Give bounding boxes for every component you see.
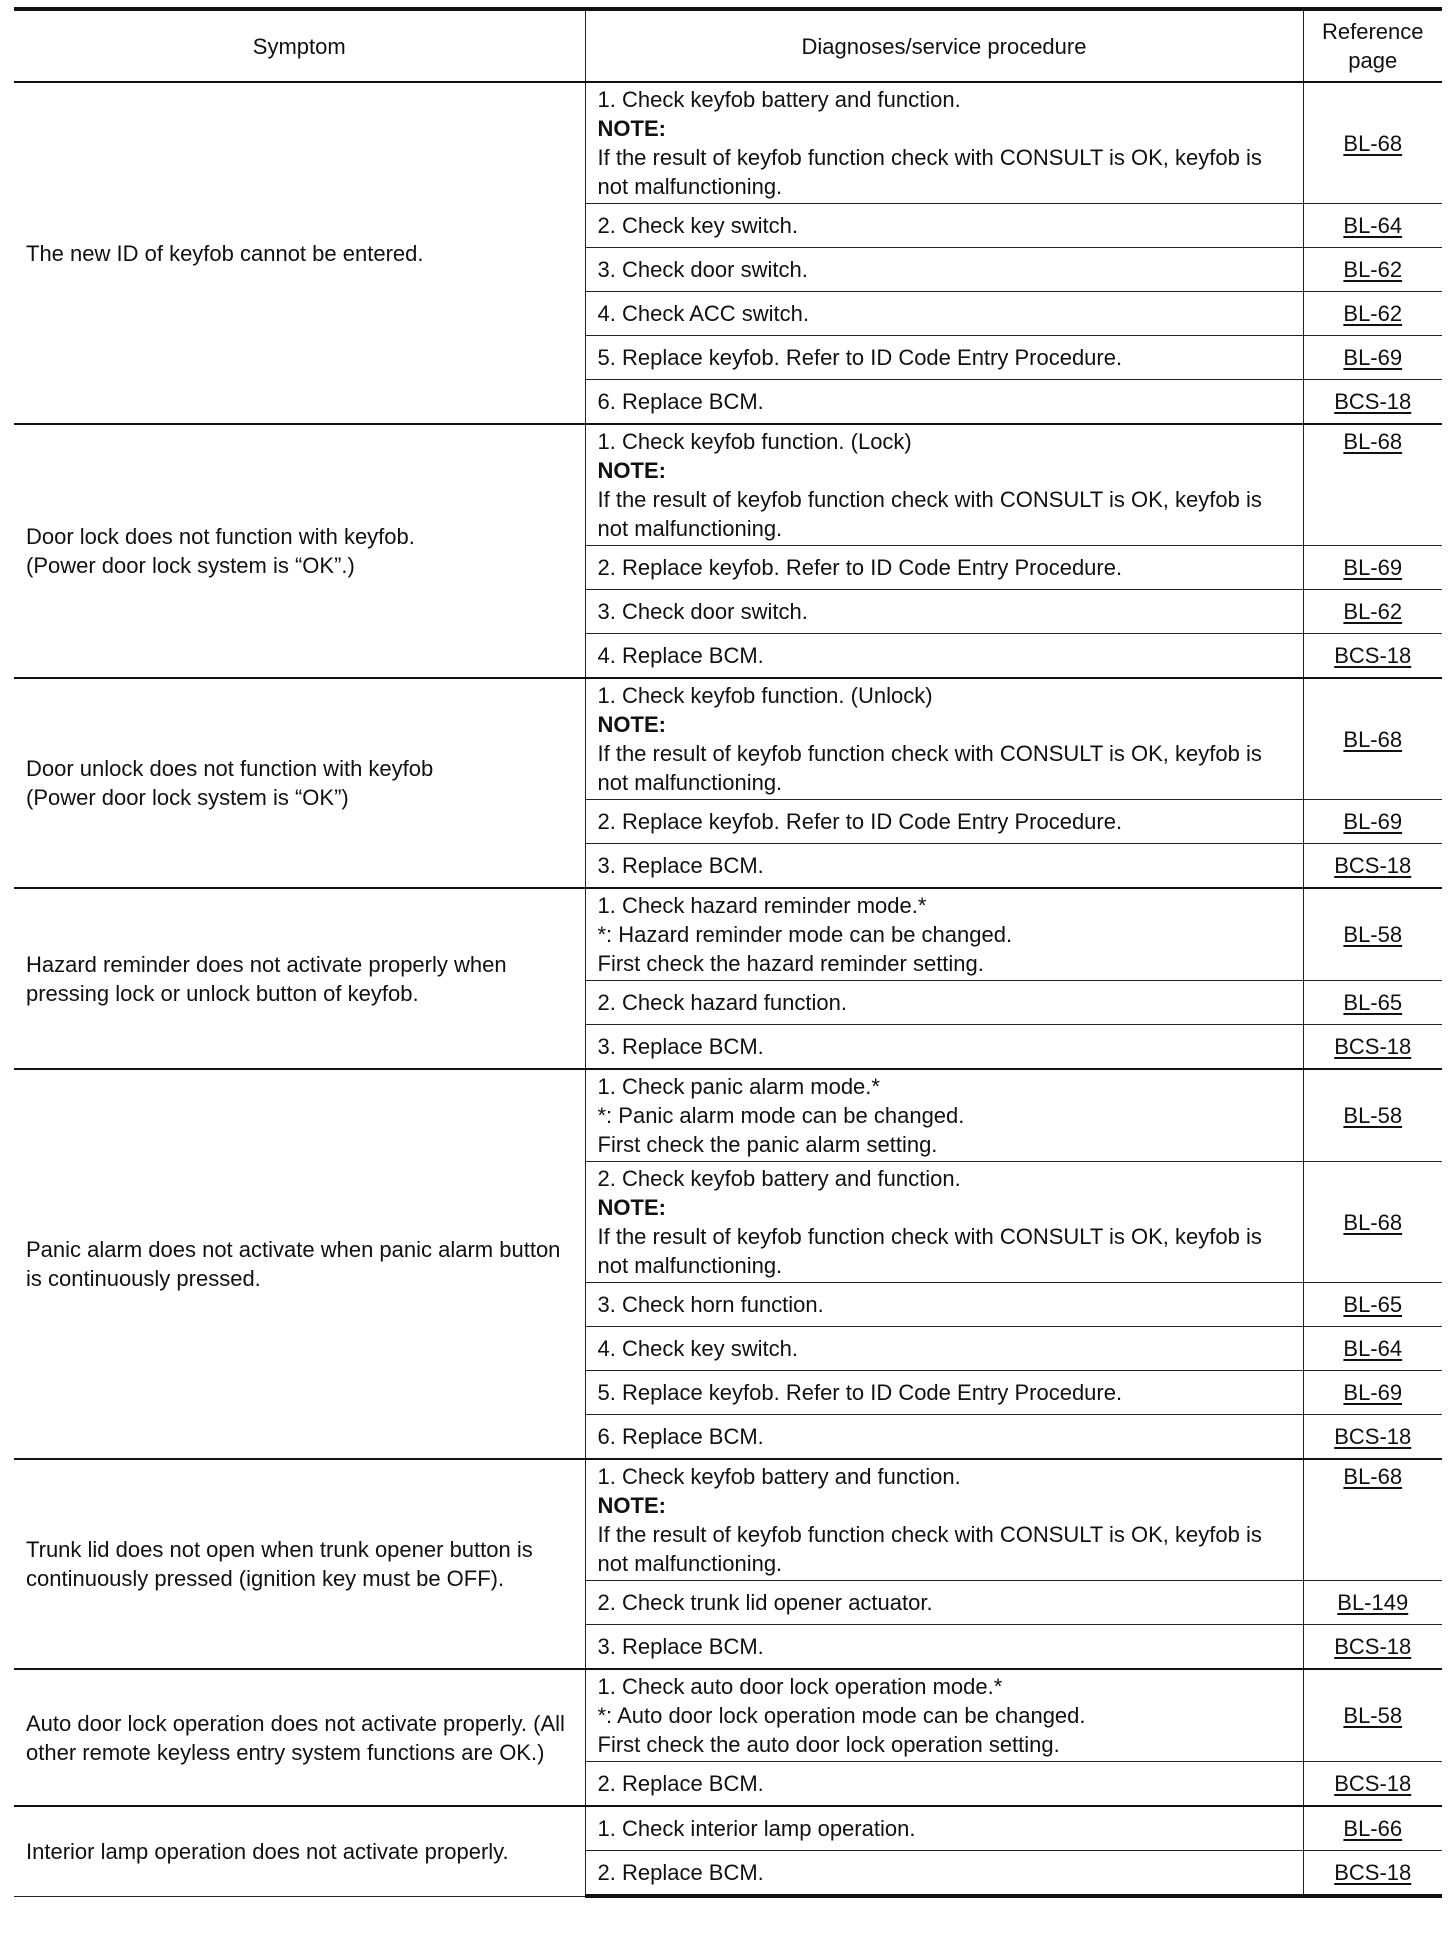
procedure-cell — [585, 248, 1303, 292]
procedure-detail: First check the panic alarm setting. — [597, 1132, 938, 1157]
symptom-text: Hazard reminder does not activate properly when pressing lock or unlock button of keyfob. — [26, 951, 507, 1006]
reference-link[interactable]: BL-62 — [1343, 257, 1403, 282]
header-reference-line1: Reference — [1321, 19, 1424, 44]
procedure-cell — [585, 1806, 1303, 1851]
symptom-text: Interior lamp operation does not activate properly. — [26, 1838, 509, 1864]
procedure-step: 1. Check hazard reminder mode.* — [597, 893, 927, 918]
reference-link[interactable]: BL-69 — [1343, 809, 1403, 834]
reference-link[interactable]: BCS-18 — [1334, 389, 1412, 414]
procedure-cell — [585, 1459, 1303, 1581]
symptom-text: Door unlock does not function with keyfob — [26, 756, 434, 781]
procedure-step: 2. Check trunk lid opener actuator. — [597, 1590, 933, 1615]
procedure-step: 1. Check panic alarm mode.* — [597, 1074, 880, 1099]
page — [14, 7, 1442, 1898]
reference-link[interactable]: BL-62 — [1343, 301, 1403, 326]
reference-cell — [1303, 292, 1442, 336]
reference-cell — [1303, 424, 1442, 546]
procedure-cell — [585, 546, 1303, 590]
procedure-step: 1. Check keyfob function. (Unlock) — [597, 683, 933, 708]
reference-link[interactable]: BCS-18 — [1334, 1634, 1412, 1659]
reference-link[interactable]: BL-66 — [1343, 1816, 1403, 1841]
note-label: NOTE: — [597, 712, 666, 737]
procedure-step: 3. Replace BCM. — [597, 1634, 764, 1659]
procedure-cell — [585, 844, 1303, 889]
procedure-cell — [585, 1371, 1303, 1415]
symptom-text: (Power door lock system is “OK”.) — [26, 553, 355, 578]
procedure-step: 2. Check hazard function. — [597, 990, 847, 1015]
note-label: NOTE: — [597, 116, 666, 141]
procedure-step: 3. Check door switch. — [597, 599, 808, 624]
procedure-cell — [585, 1625, 1303, 1670]
procedure-cell — [585, 634, 1303, 679]
reference-cell — [1303, 82, 1442, 204]
reference-link[interactable]: BCS-18 — [1334, 1034, 1412, 1059]
procedure-cell — [585, 590, 1303, 634]
procedure-step: 2. Check keyfob battery and function. — [597, 1166, 961, 1191]
procedure-cell — [585, 800, 1303, 844]
symptom-cell — [14, 1459, 585, 1669]
procedure-cell — [585, 1669, 1303, 1762]
procedure-step: 2. Replace keyfob. Refer to ID Code Entry Procedure. — [597, 809, 1123, 834]
reference-cell — [1303, 1851, 1442, 1897]
procedure-detail: *: Hazard reminder mode can be changed. — [597, 922, 1013, 947]
reference-link[interactable]: BCS-18 — [1334, 643, 1412, 668]
reference-link[interactable]: BL-65 — [1343, 990, 1403, 1015]
reference-cell — [1303, 1581, 1442, 1625]
procedure-detail: *: Panic alarm mode can be changed. — [597, 1103, 965, 1128]
reference-link[interactable]: BL-65 — [1343, 1292, 1403, 1317]
procedure-step: 6. Replace BCM. — [597, 1424, 764, 1449]
table-header-row — [14, 9, 1442, 82]
procedure-step: 1. Check keyfob battery and function. — [597, 1464, 961, 1489]
procedure-detail: First check the auto door lock operation setting. — [597, 1732, 1060, 1757]
reference-link[interactable]: BL-58 — [1343, 1703, 1403, 1728]
reference-cell — [1303, 1415, 1442, 1460]
procedure-cell — [585, 1415, 1303, 1460]
procedure-step: 1. Check interior lamp operation. — [597, 1816, 916, 1841]
reference-cell — [1303, 981, 1442, 1025]
table-row — [14, 1806, 1442, 1851]
reference-cell — [1303, 380, 1442, 425]
reference-cell — [1303, 1025, 1442, 1070]
reference-cell — [1303, 888, 1442, 981]
procedure-step: 4. Check key switch. — [597, 1336, 799, 1361]
reference-link[interactable]: BL-64 — [1343, 1336, 1403, 1361]
symptom-cell — [14, 424, 585, 678]
reference-link[interactable]: BL-68 — [1343, 1464, 1403, 1489]
symptom-cell — [14, 82, 585, 424]
procedure-cell — [585, 1581, 1303, 1625]
reference-cell — [1303, 634, 1442, 679]
symptom-cell — [14, 888, 585, 1069]
procedure-cell — [585, 1162, 1303, 1283]
procedure-step: 2. Replace keyfob. Refer to ID Code Entry Procedure. — [597, 555, 1123, 580]
reference-link[interactable]: BL-62 — [1343, 599, 1403, 624]
diagnosis-table — [14, 7, 1442, 1898]
reference-cell — [1303, 1162, 1442, 1283]
procedure-step: 1. Check keyfob function. (Lock) — [597, 429, 912, 454]
procedure-cell — [585, 678, 1303, 800]
procedure-step: 1. Check auto door lock operation mode.* — [597, 1674, 1003, 1699]
reference-cell — [1303, 1762, 1442, 1807]
reference-cell — [1303, 204, 1442, 248]
note-text: If the result of keyfob function check with CONSULT is OK, keyfob is not malfunctioning. — [597, 487, 1262, 541]
procedure-cell — [585, 292, 1303, 336]
table-row — [14, 424, 1442, 546]
procedure-cell — [585, 1851, 1303, 1897]
procedure-step: 3. Replace BCM. — [597, 853, 764, 878]
reference-link[interactable]: BCS-18 — [1334, 1771, 1412, 1796]
reference-link[interactable]: BCS-18 — [1334, 1424, 1412, 1449]
note-text: If the result of keyfob function check with CONSULT is OK, keyfob is not malfunctioning. — [597, 741, 1262, 795]
header-reference-line2: page — [1348, 48, 1398, 73]
symptom-text: Auto door lock operation does not activate properly. (All other remote keyless entry system functions are OK.) — [26, 1710, 565, 1765]
reference-cell — [1303, 800, 1442, 844]
reference-cell — [1303, 1625, 1442, 1670]
symptom-text: Door lock does not function with keyfob. — [26, 524, 415, 549]
procedure-detail: *: Auto door lock operation mode can be changed. — [597, 1703, 1086, 1728]
table-row — [14, 678, 1442, 800]
table-row — [14, 1459, 1442, 1581]
reference-link[interactable]: BL-58 — [1343, 1103, 1403, 1128]
note-text: If the result of keyfob function check with CONSULT is OK, keyfob is not malfunctioning. — [597, 1224, 1262, 1278]
procedure-cell — [585, 1283, 1303, 1327]
procedure-cell — [585, 888, 1303, 981]
procedure-cell — [585, 424, 1303, 546]
reference-cell — [1303, 1371, 1442, 1415]
header-reference — [1303, 9, 1442, 82]
procedure-step: 3. Check horn function. — [597, 1292, 824, 1317]
note-label: NOTE: — [597, 1493, 666, 1518]
symptom-cell — [14, 1669, 585, 1806]
table-row — [14, 82, 1442, 204]
procedure-step: 3. Check door switch. — [597, 257, 808, 282]
procedure-cell — [585, 1069, 1303, 1162]
reference-link[interactable]: BL-64 — [1343, 213, 1403, 238]
reference-cell — [1303, 336, 1442, 380]
reference-cell — [1303, 1283, 1442, 1327]
table-row — [14, 1069, 1442, 1162]
procedure-detail: First check the hazard reminder setting. — [597, 951, 984, 976]
procedure-cell — [585, 336, 1303, 380]
reference-link[interactable]: BL-69 — [1343, 345, 1403, 370]
reference-cell — [1303, 1327, 1442, 1371]
symptom-cell — [14, 1806, 585, 1896]
reference-link[interactable]: BL-149 — [1337, 1590, 1409, 1615]
procedure-cell — [585, 1762, 1303, 1807]
reference-link[interactable]: BL-58 — [1343, 922, 1403, 947]
procedure-step: 4. Replace BCM. — [597, 643, 764, 668]
symptom-text: (Power door lock system is “OK”) — [26, 785, 349, 810]
header-symptom: Symptom — [14, 9, 585, 82]
symptom-text: Panic alarm does not activate when panic alarm button is continuously pressed. — [26, 1237, 561, 1291]
procedure-step: 1. Check keyfob battery and function. — [597, 87, 961, 112]
procedure-cell — [585, 204, 1303, 248]
procedure-step: 2. Replace BCM. — [597, 1771, 764, 1796]
procedure-step: 5. Replace keyfob. Refer to ID Code Entry Procedure. — [597, 345, 1123, 370]
note-text: If the result of keyfob function check with CONSULT is OK, keyfob is not malfunctioning. — [597, 1522, 1262, 1576]
reference-link[interactable]: BL-68 — [1343, 429, 1403, 454]
note-label: NOTE: — [597, 458, 666, 483]
reference-cell — [1303, 678, 1442, 800]
symptom-cell — [14, 1069, 585, 1459]
reference-cell — [1303, 546, 1442, 590]
procedure-cell — [585, 1327, 1303, 1371]
procedure-step: 3. Replace BCM. — [597, 1034, 764, 1059]
reference-link[interactable]: BL-68 — [1343, 130, 1403, 156]
symptom-cell — [14, 678, 585, 888]
table-body — [14, 82, 1442, 1896]
procedure-cell — [585, 380, 1303, 425]
reference-link[interactable]: BL-69 — [1343, 1380, 1403, 1405]
note-text: If the result of keyfob function check with CONSULT is OK, keyfob is not malfunctioning. — [597, 145, 1262, 199]
reference-cell — [1303, 844, 1442, 889]
reference-link[interactable]: BL-69 — [1343, 555, 1403, 580]
reference-cell — [1303, 248, 1442, 292]
procedure-step: 6. Replace BCM. — [597, 389, 764, 414]
procedure-cell — [585, 1025, 1303, 1070]
reference-cell — [1303, 590, 1442, 634]
reference-cell — [1303, 1806, 1442, 1851]
reference-cell — [1303, 1069, 1442, 1162]
procedure-step: 4. Check ACC switch. — [597, 301, 810, 326]
table-row — [14, 888, 1442, 981]
reference-link[interactable]: BL-68 — [1343, 726, 1403, 752]
symptom-text: Trunk lid does not open when trunk opener button is continuously pressed (ignition key must be OFF). — [26, 1537, 533, 1591]
procedure-step: 5. Replace keyfob. Refer to ID Code Entry Procedure. — [597, 1380, 1123, 1405]
reference-link[interactable]: BCS-18 — [1334, 853, 1412, 878]
note-label: NOTE: — [597, 1195, 666, 1220]
symptom-text: The new ID of keyfob cannot be entered. — [26, 240, 424, 266]
procedure-cell — [585, 82, 1303, 204]
reference-cell — [1303, 1669, 1442, 1762]
header-procedure: Diagnoses/service procedure — [585, 9, 1303, 82]
procedure-step: 2. Check key switch. — [597, 213, 799, 238]
procedure-cell — [585, 981, 1303, 1025]
reference-link[interactable]: BL-68 — [1343, 1209, 1403, 1235]
procedure-step: 2. Replace BCM. — [597, 1860, 764, 1885]
reference-cell — [1303, 1459, 1442, 1581]
table-row — [14, 1669, 1442, 1762]
reference-link[interactable]: BCS-18 — [1334, 1860, 1412, 1885]
